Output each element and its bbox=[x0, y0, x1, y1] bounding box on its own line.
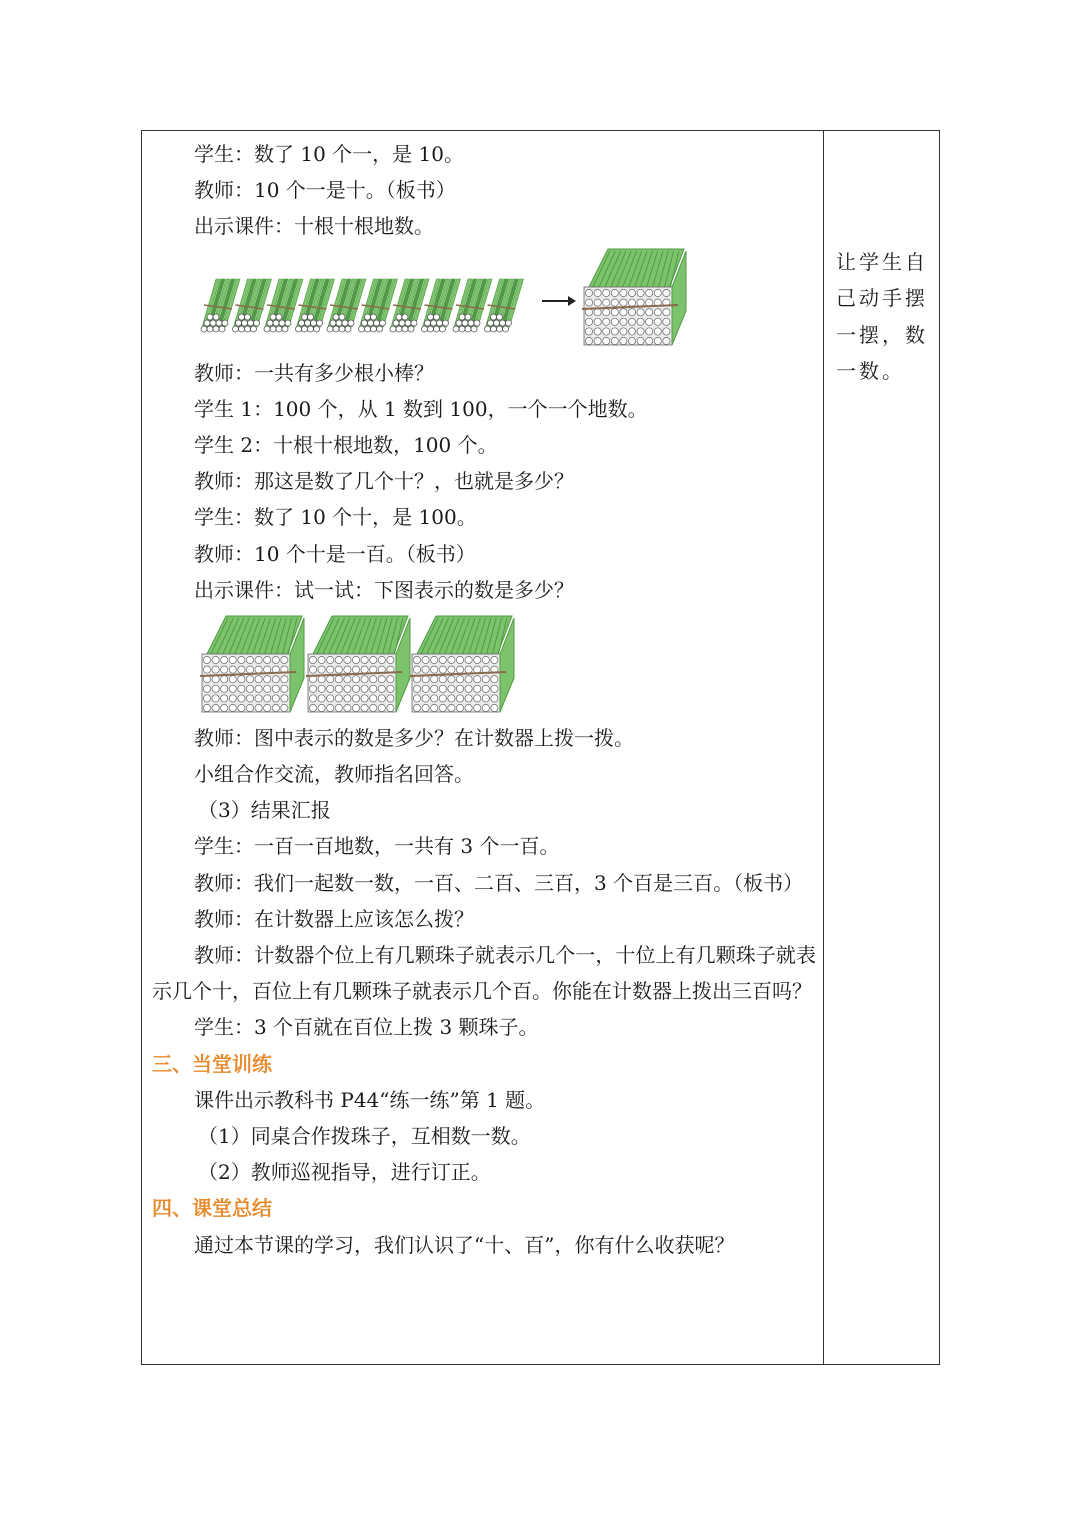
hundred-bundle-icon bbox=[306, 616, 410, 712]
text-line: （2）教师巡视指导，进行订正。 bbox=[198, 1160, 491, 1185]
column-divider bbox=[823, 130, 824, 1365]
three-hundred-bundles-illustration bbox=[152, 608, 816, 720]
text-line: 学生 2：十根十根地数，100 个。 bbox=[194, 432, 498, 457]
text-line: 学生 1：100 个，从 1 数到 100，一个一个地数。 bbox=[194, 396, 648, 421]
text-line: 教师：在计数器上应该怎么拨？ bbox=[194, 906, 474, 931]
ten-bundles-to-hundred-illustration bbox=[152, 245, 816, 355]
text-line: 出示课件：十根十根地数。 bbox=[194, 214, 434, 239]
text-line: 出示课件：试一试：下图表示的数是多少？ bbox=[194, 577, 574, 602]
arrow-right-icon bbox=[542, 296, 576, 306]
text-line: 课件出示教科书 P44“练一练”第 1 题。 bbox=[194, 1087, 546, 1112]
paragraph: 教师：我们一起数一数，一百、二百、三百，3 个百是三百。（板书） bbox=[194, 870, 804, 895]
main-column bbox=[152, 136, 816, 1263]
stick-bundle-icon bbox=[485, 279, 524, 332]
text-line: （3）结果汇报 bbox=[198, 798, 331, 823]
side-note-line: 一数。 bbox=[836, 359, 905, 384]
side-note-line: 一摆，数 bbox=[836, 322, 928, 347]
text-line: 学生：一百一百地数，一共有 3 个一百。 bbox=[194, 834, 560, 859]
three-hundreds-figure bbox=[152, 608, 816, 720]
text-line: 教师：图中表示的数是多少？在计数器上拨一拨。 bbox=[194, 725, 634, 750]
text-line: 教师：那这是数了几个十？，也就是多少？ bbox=[194, 469, 574, 494]
paragraph: 教师：计数器个位上有几颗珠子就表示几个一，十位上有几颗珠子就表示几个十，百位上有几颗珠子就表示几个百。你能在计数器上拨出三百吗？ bbox=[152, 943, 816, 1004]
text-line: 教师：10 个十是一百。（板书） bbox=[194, 541, 476, 566]
text-line: （1）同桌合作拨珠子，互相数一数。 bbox=[198, 1123, 531, 1148]
side-note-column bbox=[836, 244, 928, 390]
text-line: 教师：一共有多少根小棒？ bbox=[194, 360, 434, 385]
hundred-bundle-icon bbox=[200, 616, 304, 712]
text-line: 通过本节课的学习，我们认识了“十、百”，你有什么收获呢？ bbox=[194, 1232, 735, 1257]
hundred-bundle-icon bbox=[410, 616, 514, 712]
section-heading: 三、当堂训练 bbox=[152, 1051, 272, 1076]
side-note-line: 让学生自 bbox=[836, 250, 928, 274]
text-line: 学生：数了 10 个十，是 100。 bbox=[194, 505, 477, 530]
text-line: 学生：数了 10 个一，是 10。 bbox=[194, 142, 464, 166]
text-line: 小组合作交流，教师指名回答。 bbox=[194, 762, 474, 787]
side-note-line: 己动手摆 bbox=[836, 286, 928, 311]
hundred-bundle-icon bbox=[582, 249, 686, 345]
text-line: 教师：10 个一是十。（板书） bbox=[194, 178, 456, 203]
ten-bundles-figure bbox=[152, 245, 816, 355]
text-line: 学生：3 个百就在百位上拨 3 颗珠子。 bbox=[194, 1015, 539, 1040]
section-heading: 四、课堂总结 bbox=[152, 1196, 272, 1221]
